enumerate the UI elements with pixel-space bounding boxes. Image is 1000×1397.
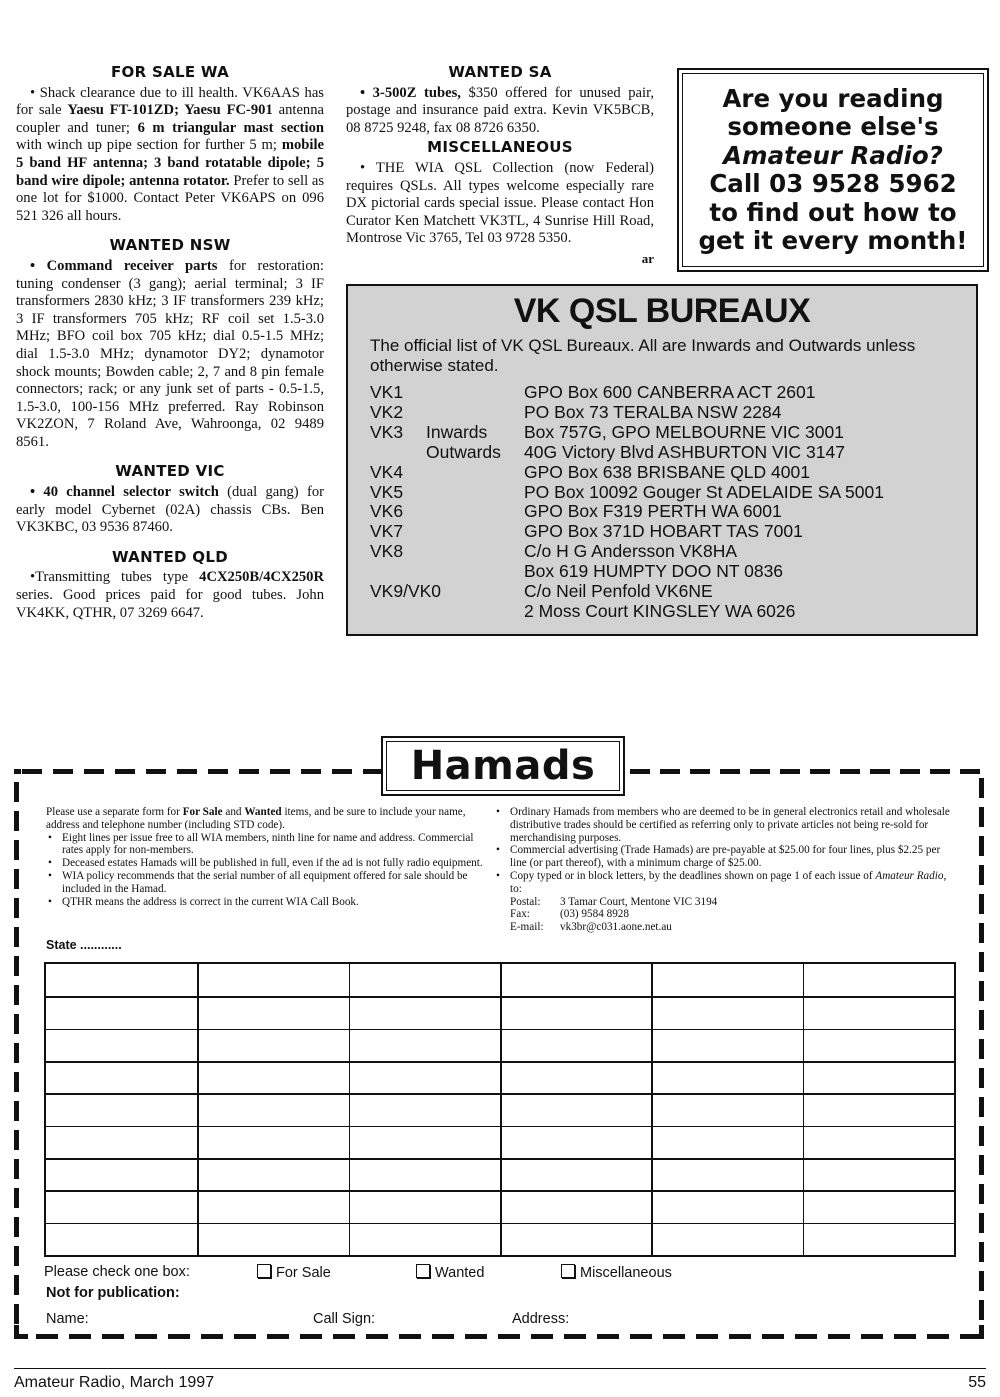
qsl-direction: Inwards — [426, 421, 488, 442]
qsl-row — [370, 501, 970, 521]
hamads-border-dash — [979, 1184, 984, 1204]
hamads-border-dash — [564, 1334, 586, 1339]
hamads-border-dash — [14, 1159, 19, 1179]
instruction-item: • WIA policy recommends that the serial number of all equipment offered for sale should be included in the Hamad. — [48, 869, 468, 895]
hamads-border-dash — [432, 1334, 454, 1339]
hamads-border-dash — [115, 769, 135, 774]
grid-row-line — [46, 1126, 954, 1128]
hamads-border-dash — [234, 1334, 256, 1339]
instruction-item: • Ordinary Hamads from members who are deemed to be in general electronics retail and wholesale distributive trades should be certified as referring only to private articles not being re-sold for merchandising purposes. — [496, 806, 950, 844]
qsl-intro: The official list of VK QSL Bureaux. All are Inwards and Outwards unless otherwise stated. — [370, 336, 916, 375]
grid-column-line — [197, 964, 199, 1255]
qsl-row — [370, 422, 970, 442]
address-field[interactable]: Address: — [512, 1311, 570, 1327]
qsl-address: GPO Box 371D HOBART TAS 7001 — [524, 521, 803, 542]
qsl-address: 40G Victory Blvd ASHBURTON VIC 3147 — [524, 441, 845, 462]
hamads-border-dash — [780, 769, 800, 774]
hamads-border-dash — [861, 1334, 883, 1339]
hamads-border-dash — [960, 769, 980, 774]
hamads-border-dash — [828, 1334, 850, 1339]
hamads-border-dash — [979, 923, 984, 943]
qsl-direction: Outwards — [426, 441, 501, 462]
hamads-border-dash — [22, 769, 42, 774]
hamads-border-dash — [14, 898, 19, 918]
qsl-call-area: VK4 — [370, 461, 404, 482]
state-field[interactable]: State ............ — [46, 938, 122, 952]
qsl-row — [370, 442, 970, 462]
option-for-sale[interactable]: For Sale — [257, 1264, 331, 1281]
hamads-border-dash — [102, 1334, 124, 1339]
qsl-call-area: VK5 — [370, 481, 404, 502]
qsl-row — [370, 462, 970, 482]
fax-number: Fax: (03) 9584 8928 — [510, 908, 629, 921]
page-number: 55 — [968, 1374, 986, 1391]
postal-address: Postal: 3 Tamar Court, Mentone VIC 3194 — [510, 895, 718, 908]
hamads-border-dash — [979, 1300, 984, 1320]
instructions-intro: Please use a separate form for For Sale and Wanted items, and be sure to include your name, address and telephone number (including STD code). — [46, 806, 466, 831]
hamads-border-dash — [14, 1334, 28, 1339]
hamads-border-dash — [630, 769, 650, 774]
promo-line-4: Call 03 9528 5962 — [709, 169, 957, 198]
grid-column-line — [651, 964, 653, 1255]
hamads-instructions-left — [46, 806, 486, 908]
hamads-border-dash — [979, 1242, 984, 1262]
hamads-border-dash — [840, 769, 860, 774]
hamads-border-dash — [979, 1068, 984, 1088]
hamads-instructions-right — [494, 806, 952, 934]
ad-miscellaneous: • THE WIA QSL Collection (now Federal) requires QSLs. All types welcome especially rare DX pictorial cards special issue. Please contact Hon Curator Ken Matchett VK3TL, 4 Sunrise Hill Road, Montrose Vic 3765, Tel 03 9728 5350. — [346, 159, 654, 247]
ad-wanted-sa: • 3-500Z tubes, $350 offered for unused pair, postage and insurance paid extra. Kevin VK5BCB, 08 8725 9248, fax 08 8726 6350. — [346, 84, 654, 136]
hamads-border-dash — [14, 956, 19, 976]
hamads-border-dash — [795, 1334, 817, 1339]
qsl-address: C/o H G Andersson VK8HA — [524, 541, 738, 562]
hamads-border-dash — [168, 1334, 190, 1339]
ad-wanted-qld: •Transmitting tubes type 4CX250B/4CX250R series. Good prices paid for good tubes. John VK4KK, QTHR, 07 3269 6647. — [16, 569, 324, 621]
promo-line-3: Amateur Radio? — [723, 140, 943, 170]
promo-line-1: Are you reading — [722, 83, 944, 113]
hamads-border-dash — [597, 1334, 619, 1339]
hamads-border-dash — [900, 769, 920, 774]
hamads-border-dash — [239, 769, 259, 774]
ad-wanted-vic: • 40 channel selector switch (dual gang) for early model Cybernet (02A) chassis CBs. Ben VK3KBC, 03 9536 87460. — [16, 484, 324, 536]
hamads-border-dash — [14, 1072, 19, 1092]
hamads-border-dash — [84, 769, 104, 774]
qsl-row — [370, 541, 970, 561]
hamads-border-top-left — [14, 769, 21, 774]
hamads-border-dash — [979, 1155, 984, 1175]
ad-for-sale-wa: • Shack clearance due to ill health. VK6AAS has for sale Yaesu FT-101ZD; Yaesu FC-901 antenna coupler and tuner; 6 m triangular mast section with winch up pipe section for further 5 m; mobile 5 band HF antenna; 3 band rotatable dipole; 5 band wire dipole; antenna rotator. Prefer to sell as one lot for $1000. Contact Peter VK6APS on 096 521 326 all hours. — [16, 84, 325, 224]
hamads-border-dash — [870, 769, 890, 774]
hamads-border-dash — [979, 1271, 984, 1291]
hamads-border-dash — [531, 1334, 553, 1339]
hamads-border-dash — [208, 769, 228, 774]
end-mark: ar — [641, 250, 654, 266]
hamads-border-dash — [53, 769, 73, 774]
hamads-border-dash — [146, 769, 166, 774]
qsl-row — [370, 581, 970, 601]
hamads-border-dash — [14, 985, 19, 1005]
check-one-box-label: Please check one box: — [44, 1264, 190, 1280]
grid-row-line — [46, 1093, 954, 1095]
hamads-border-dash — [979, 1010, 984, 1030]
instruction-item: • QTHR means the address is correct in the current WIA Call Book. — [48, 895, 359, 908]
hamads-border-dash — [69, 1334, 91, 1339]
qsl-call-area: VK7 — [370, 521, 404, 542]
checkbox-for-sale[interactable] — [257, 1264, 271, 1278]
hamads-border-dash — [894, 1334, 916, 1339]
grid-column-line — [500, 964, 502, 1255]
instruction-item: • Copy typed or in block letters, by the deadlines shown on page 1 of each issue of Amateur Radio, to: — [496, 869, 947, 895]
hamads-border-dash — [36, 1334, 58, 1339]
hamads-border-dash — [201, 1334, 223, 1339]
hamads-border-dash — [927, 1334, 949, 1339]
promo-line-2: someone else's — [727, 112, 939, 141]
hamads-border-dash — [14, 1217, 19, 1237]
hamads-border-dash — [729, 1334, 751, 1339]
qsl-address: Box 757G, GPO MELBOURNE VIC 3001 — [524, 421, 844, 442]
qsl-address: GPO Box 600 CANBERRA ACT 2601 — [524, 382, 816, 402]
hamads-border-dash — [762, 1334, 784, 1339]
hamads-border-dash — [333, 1334, 355, 1339]
hamads-border-dash — [366, 1334, 388, 1339]
qsl-address: 2 Moss Court KINGSLEY WA 6026 — [524, 600, 796, 621]
call-sign-field[interactable]: Call Sign: — [313, 1311, 376, 1327]
heading-miscellaneous: MISCELLANEOUS — [427, 138, 573, 157]
hamads-border-dash — [960, 1334, 982, 1339]
hamads-border-dash — [690, 769, 710, 774]
option-wanted[interactable]: Wanted — [416, 1264, 484, 1281]
grid-row-line — [46, 1029, 954, 1031]
hamads-border-dash — [663, 1334, 685, 1339]
hamads-border-dash — [14, 1043, 19, 1063]
footer-rule — [14, 1368, 986, 1369]
grid-row-line — [46, 1061, 954, 1063]
hamads-border-dash — [14, 869, 19, 889]
name-field[interactable]: Name: — [46, 1311, 89, 1327]
hamads-border-dash — [14, 1101, 19, 1121]
hamads-border-dash — [14, 927, 19, 947]
hamads-border-dash — [979, 836, 984, 856]
hamads-border-dash — [14, 840, 19, 860]
qsl-row — [370, 482, 970, 502]
hamads-border-dash — [14, 811, 19, 831]
heading-wanted-vic: WANTED VIC — [115, 462, 225, 481]
option-miscellaneous[interactable]: Miscellaneous — [561, 1264, 672, 1281]
hamads-border-dash — [979, 981, 984, 1001]
grid-column-line — [803, 964, 805, 1255]
not-for-publication-label: Not for publication: — [46, 1285, 180, 1301]
instruction-item: • Eight lines per issue free to all WIA members, ninth line for name and address. Commercial rates apply for non-members. — [48, 831, 474, 857]
hamads-border-dash — [979, 952, 984, 972]
hamads-border-dash — [14, 1014, 19, 1034]
hamads-border-dash — [332, 769, 352, 774]
hamads-border-dash — [465, 1334, 487, 1339]
qsl-address: PO Box 73 TERALBA NSW 2284 — [524, 401, 782, 422]
hamads-border-dash — [979, 865, 984, 885]
promo-line-5: to find out how to — [709, 197, 957, 227]
qsl-call-area: VK9/VK0 — [370, 581, 442, 601]
heading-for-sale-wa: FOR SALE WA — [111, 63, 229, 81]
checkbox-wanted[interactable] — [416, 1264, 430, 1278]
subscription-promo-box — [677, 68, 989, 272]
hamads-border-dash — [660, 769, 680, 774]
instruction-item: • Commercial advertising (Trade Hamads) are pre-payable at $25.00 for four lines, plus $2.25 per line (or part thereof), with a minimum charge of $25.00. — [496, 844, 941, 870]
ad-wanted-nsw: • Command receiver parts for restoration: tuning condenser (3 gang); aerial terminal; 3 IF transformers 2830 kHz; 3 IF transformers 239 kHz; 3 IF transformers 705 kHz; RF coil set 1.5-3.0 MHz; BFO coil box 705 kHz; dial 0.5-1.5 MHz; dial 1.5-3.0 MHz; dynamotor DY2; dynamotor shock mounts; Bowden cable; 2, 7 and 8 pin female connectors; rack; or any junk set of parts - 0.5-1.5, 1.5-3.0, 100-156 MHz preferred. Ray Robinson VK2ZON, 7 Roland Ave, Wahroonga, 02 9489 8561. — [16, 257, 324, 450]
hamad-entry-grid[interactable] — [44, 962, 956, 1257]
qsl-call-area: VK3 — [370, 421, 404, 442]
qsl-title: VK QSL BUREAUX — [513, 292, 811, 330]
hamads-border-dash — [979, 778, 984, 798]
grid-row-line — [46, 996, 954, 998]
qsl-address: C/o Neil Penfold VK6NE — [524, 581, 713, 601]
qsl-address: PO Box 10092 Gouger St ADELAIDE SA 5001 — [524, 481, 884, 502]
hamads-border-dash — [750, 769, 770, 774]
hamads-border-dash — [498, 1334, 520, 1339]
hamads-border-dash — [14, 1130, 19, 1150]
qsl-address: Box 619 HUMPTY DOO NT 0836 — [524, 561, 784, 582]
qsl-call-area: VK1 — [370, 382, 404, 402]
hamads-border-dash — [979, 1039, 984, 1059]
hamads-border-dash — [979, 1126, 984, 1146]
heading-wanted-nsw: WANTED NSW — [109, 236, 231, 255]
hamads-border-dash — [301, 769, 321, 774]
hamads-border-dash — [363, 769, 383, 774]
hamads-border-dash — [14, 1275, 19, 1295]
hamads-border-dash — [14, 1188, 19, 1208]
email-address: E-mail: vk3br@c031.aone.net.au — [510, 921, 672, 934]
promo-line-6: get it every month! — [698, 226, 968, 255]
qsl-row — [370, 521, 970, 541]
hamads-border-dash — [979, 1213, 984, 1233]
grid-row-line — [46, 1223, 954, 1225]
hamads-border-dash — [979, 807, 984, 827]
qsl-bureaux-box — [346, 284, 978, 636]
checkbox-miscellaneous[interactable] — [561, 1264, 575, 1278]
qsl-row — [370, 601, 970, 621]
hamads-title: Hamads — [386, 741, 620, 791]
hamads-border-dash — [14, 1246, 19, 1266]
hamads-border-dash — [720, 769, 740, 774]
qsl-row — [370, 402, 970, 422]
hamads-border-dash — [979, 1097, 984, 1117]
footer-publication: Amateur Radio, March 1997 — [14, 1374, 215, 1391]
hamads-border-dash — [135, 1334, 157, 1339]
hamads-border-dash — [630, 1334, 652, 1339]
hamads-border-dash — [14, 1304, 19, 1324]
hamads-border-dash — [267, 1334, 289, 1339]
qsl-row — [370, 561, 970, 581]
column-2 — [346, 62, 654, 268]
qsl-call-area: VK6 — [370, 501, 404, 522]
qsl-row — [370, 382, 970, 402]
hamads-border-dash — [300, 1334, 322, 1339]
hamads-border-dash — [14, 782, 19, 802]
column-1 — [16, 62, 324, 622]
hamads-border-dash — [270, 769, 290, 774]
grid-row-line — [46, 1190, 954, 1192]
hamads-border-dash — [810, 769, 830, 774]
heading-wanted-qld: WANTED QLD — [112, 547, 228, 566]
grid-column-line — [349, 964, 351, 1255]
qsl-call-area: VK2 — [370, 401, 404, 422]
instruction-item: • Deceased estates Hamads will be published in full, even if the ad is not fully radio equipment. — [48, 857, 483, 870]
hamads-title-box — [381, 736, 625, 796]
hamads-border-dash — [696, 1334, 718, 1339]
heading-wanted-sa: WANTED SA — [448, 63, 552, 81]
qsl-address: GPO Box 638 BRISBANE QLD 4001 — [524, 461, 810, 482]
hamads-border-dash — [177, 769, 197, 774]
hamads-border-dash — [979, 894, 984, 914]
grid-row-line — [46, 1158, 954, 1160]
qsl-address: GPO Box F319 PERTH WA 6001 — [524, 501, 782, 522]
qsl-call-area: VK8 — [370, 541, 404, 562]
hamads-border-dash — [399, 1334, 421, 1339]
hamads-border-dash — [930, 769, 950, 774]
